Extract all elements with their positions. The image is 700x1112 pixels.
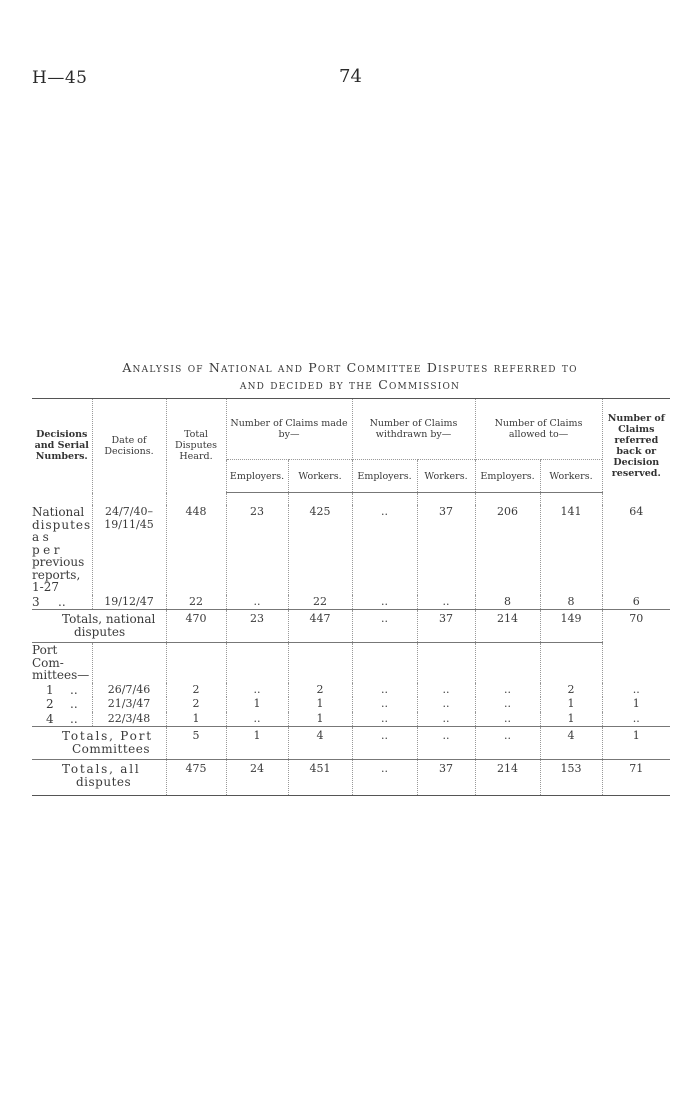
header-made-by: Number of Claims made by—	[226, 399, 352, 460]
port-4-referred: ..	[602, 712, 670, 727]
totals-all-made-workers: 451	[288, 760, 352, 796]
national-label: National disputes as per previous reports, 1-27	[32, 505, 92, 594]
subheader-made-employers: Employers.	[226, 460, 288, 493]
port-2-referred: 1	[602, 697, 670, 712]
decision-3-made-employers: ..	[226, 595, 288, 610]
port-2-made-employers: 1	[226, 697, 288, 712]
port-1-referred: ..	[602, 683, 670, 698]
header-referred: Number of Claims referred back or Decision reserved.	[602, 399, 670, 493]
decision-3-row	[32, 595, 670, 610]
page-identifier: H—45	[32, 68, 88, 88]
port-committees-label: Port Com- mittees—	[32, 643, 92, 683]
port-2-date: 21/3/47	[92, 697, 166, 712]
page-number: 74	[339, 66, 362, 87]
port-4-total: 1	[166, 712, 226, 727]
port-1-date: 26/7/46	[92, 683, 166, 698]
port-1-total: 2	[166, 683, 226, 698]
national-made-workers: 425	[288, 505, 352, 595]
totals-national-referred: 70	[602, 610, 670, 643]
totals-all-total: 475	[166, 760, 226, 796]
port-1-withdrawn-workers: ..	[417, 683, 475, 698]
table-title-line-2: and decided by the Commission	[239, 377, 461, 392]
totals-national-allowed-workers: 149	[540, 610, 602, 643]
totals-port-made-employers: 1	[226, 727, 288, 760]
spacer-row	[32, 493, 670, 506]
subheader-made-workers: Workers.	[288, 460, 352, 493]
decision-3-date: 19/12/47	[92, 595, 166, 610]
national-allowed-workers: 141	[540, 505, 602, 595]
subheader-allowed-employers: Employers.	[475, 460, 540, 493]
totals-port-label: Totals, Port Committees	[32, 727, 166, 760]
port-1-made-employers: ..	[226, 683, 288, 698]
totals-port-allowed-workers: 4	[540, 727, 602, 760]
subheader-withdrawn-workers: Workers.	[417, 460, 475, 493]
port-2-allowed-workers: 1	[540, 697, 602, 712]
port-2-made-workers: 1	[288, 697, 352, 712]
header-decisions: Decisions and Serial Numbers.	[32, 399, 92, 493]
subheader-allowed-workers: Workers.	[540, 460, 602, 493]
totals-national-made-workers: 447	[288, 610, 352, 643]
port-1-made-workers: 2	[288, 683, 352, 698]
port-committee-2-row	[32, 697, 670, 712]
totals-national-made-employers: 23	[226, 610, 288, 643]
national-withdrawn-workers: 37	[417, 505, 475, 595]
port-2-label: 2 ..	[46, 697, 78, 711]
totals-port-withdrawn-employers: ..	[352, 727, 417, 760]
port-4-made-employers: ..	[226, 712, 288, 727]
subheader-withdrawn-employers: Employers.	[352, 460, 417, 493]
national-withdrawn-employers: ..	[352, 505, 417, 595]
totals-port-row	[32, 727, 670, 760]
port-2-withdrawn-employers: ..	[352, 697, 417, 712]
table-title-line-1: Analysis of National and Port Committee Disputes referred to	[122, 360, 578, 375]
totals-port-total: 5	[166, 727, 226, 760]
port-1-allowed-workers: 2	[540, 683, 602, 698]
totals-national-withdrawn-employers: ..	[352, 610, 417, 643]
port-2-total: 2	[166, 697, 226, 712]
port-2-withdrawn-workers: ..	[417, 697, 475, 712]
national-dates: 24/7/40– 19/11/45	[92, 505, 166, 595]
decision-3-allowed-workers: 8	[540, 595, 602, 610]
national-made-employers: 23	[226, 505, 288, 595]
port-2-allowed-employers: ..	[475, 697, 540, 712]
header-withdrawn-by: Number of Claims withdrawn by—	[352, 399, 475, 460]
decision-3-label: 3 ..	[32, 594, 66, 609]
totals-national-row	[32, 610, 670, 643]
port-4-withdrawn-employers: ..	[352, 712, 417, 727]
totals-port-referred: 1	[602, 727, 670, 760]
totals-all-label: Totals, all disputes	[32, 760, 166, 796]
national-disputes-row	[32, 505, 670, 595]
port-4-made-workers: 1	[288, 712, 352, 727]
port-committees-heading-row	[32, 643, 670, 683]
national-total: 448	[166, 505, 226, 595]
totals-all-made-employers: 24	[226, 760, 288, 796]
totals-all-referred: 71	[602, 760, 670, 796]
port-4-label: 4 ..	[46, 711, 78, 726]
header-total: Total Disputes Heard.	[166, 399, 226, 493]
port-4-date: 22/3/48	[92, 712, 166, 727]
totals-all-allowed-workers: 153	[540, 760, 602, 796]
port-1-label: 1 ..	[46, 682, 78, 697]
totals-national-allowed-employers: 214	[475, 610, 540, 643]
totals-all-withdrawn-employers: ..	[352, 760, 417, 796]
totals-all-withdrawn-workers: 37	[417, 760, 475, 796]
totals-port-withdrawn-workers: ..	[417, 727, 475, 760]
header-date: Date of Decisions.	[92, 399, 166, 493]
table-title	[0, 359, 700, 393]
national-allowed-employers: 206	[475, 505, 540, 595]
decision-3-made-workers: 22	[288, 595, 352, 610]
totals-national-label: Totals, national disputes	[32, 610, 166, 643]
totals-port-made-workers: 4	[288, 727, 352, 760]
totals-port-allowed-employers: ..	[475, 727, 540, 760]
disputes-table	[32, 398, 670, 796]
header-row	[32, 399, 670, 460]
port-4-allowed-employers: ..	[475, 712, 540, 727]
totals-national-withdrawn-workers: 37	[417, 610, 475, 643]
decision-3-allowed-employers: 8	[475, 595, 540, 610]
disputes-table-wrapper	[32, 398, 670, 796]
totals-all-row	[32, 760, 670, 796]
decision-3-withdrawn-employers: ..	[352, 595, 417, 610]
header-allowed-to: Number of Claims allowed to—	[475, 399, 602, 460]
port-1-allowed-employers: ..	[475, 683, 540, 698]
national-referred: 64	[602, 505, 670, 595]
decision-3-withdrawn-workers: ..	[417, 595, 475, 610]
port-1-withdrawn-employers: ..	[352, 683, 417, 698]
totals-all-allowed-employers: 214	[475, 760, 540, 796]
port-4-allowed-workers: 1	[540, 712, 602, 727]
decision-3-referred: 6	[602, 595, 670, 610]
port-committee-1-row	[32, 683, 670, 698]
port-committee-4-row	[32, 712, 670, 727]
port-4-withdrawn-workers: ..	[417, 712, 475, 727]
totals-national-total: 470	[166, 610, 226, 643]
decision-3-total: 22	[166, 595, 226, 610]
